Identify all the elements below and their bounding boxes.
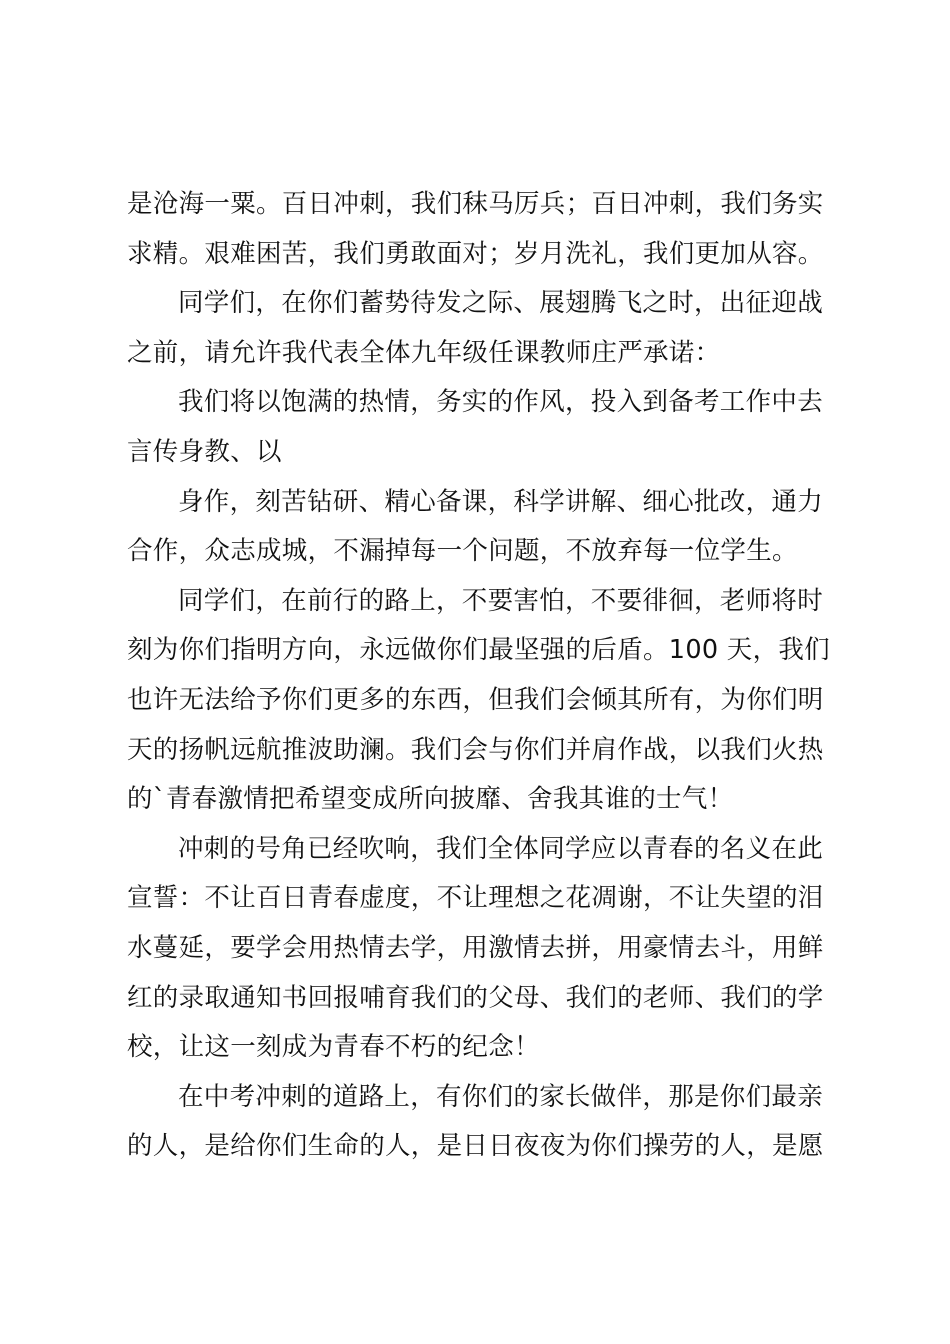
text-line: 是沧海一粟。百日冲刺，我们秣马厉兵；百日冲刺，我们务实 xyxy=(127,189,824,219)
paragraph-first-line: 身作，刻苦钻研、精心备课，科学讲解、细心批改，通力 xyxy=(178,486,824,517)
text-line: 的人，是给你们生命的人，是日日夜夜为你们操劳的人，是愿 xyxy=(127,1131,824,1162)
paragraph-first-line: 同学们，在你们蓄势待发之际、展翅腾飞之时，出征迎战 xyxy=(178,288,824,319)
document-body xyxy=(127,180,847,1172)
paragraph-first-line: 同学们，在前行的路上，不要害怕，不要徘徊，老师将时 xyxy=(178,585,824,616)
paragraph-first-line: 在中考冲刺的道路上，有你们的家长做伴，那是你们最亲 xyxy=(178,1081,824,1112)
text-line: 合作，众志成城，不漏掉每一个问题，不放弃每一位学生。 xyxy=(127,536,798,567)
paragraph-first-line: 冲刺的号角已经吹响，我们全体同学应以青春的名义在此 xyxy=(178,833,824,864)
text-line: 红的录取通知书回报哺育我们的父母、我们的老师、我们的学 xyxy=(127,982,824,1013)
text-line: 校，让这一刻成为青春不朽的纪念！ xyxy=(127,1032,540,1063)
text-line: 求精。艰难困苦，我们勇敢面对；岁月洗礼，我们更加从容。 xyxy=(127,238,824,269)
text-line: 天的扬帆远航推波助澜。我们会与你们并肩作战，以我们火热 xyxy=(127,734,824,765)
text-line: 刻为你们指明方向，永远做你们最坚强的后盾。100 天，我们 xyxy=(127,635,830,666)
text-line: 的`青春激情把希望变成所向披靡、舍我其谁的士气！ xyxy=(127,784,734,815)
paragraph-first-line: 我们将以饱满的热情，务实的作风，投入到备考工作中去 xyxy=(178,387,824,418)
text-line: 之前，请允许我代表全体九年级任课教师庄严承诺： xyxy=(127,337,721,368)
text-line: 水蔓延，要学会用热情去学，用激情去拼，用豪情去斗，用鲜 xyxy=(127,932,824,963)
text-line: 也许无法给予你们更多的东西，但我们会倾其所有，为你们明 xyxy=(127,684,824,715)
text-line: 宣誓：不让百日青春虚度，不让理想之花凋谢，不让失望的泪 xyxy=(127,883,824,914)
text-line: 言传身教、以 xyxy=(127,436,282,467)
